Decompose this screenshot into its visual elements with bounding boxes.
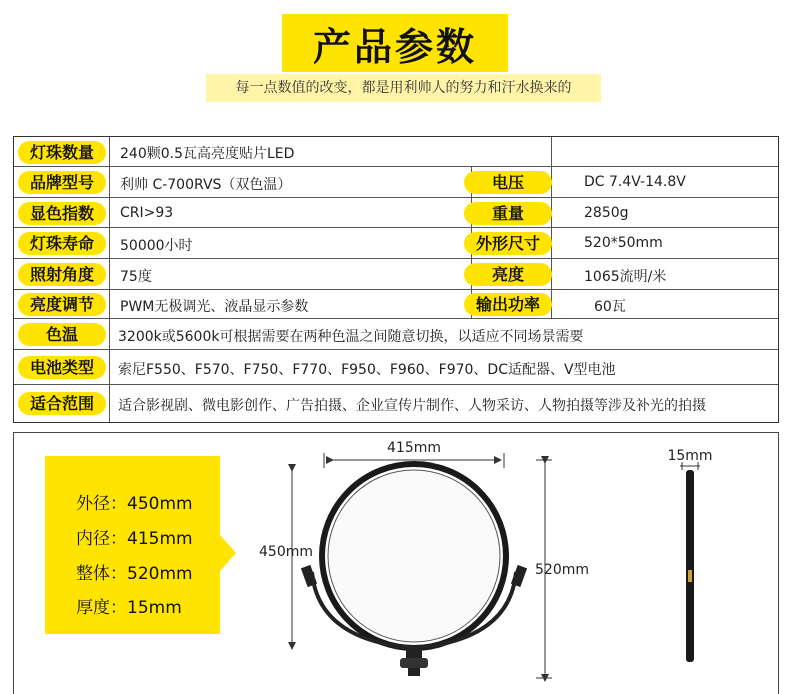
spec-label-2: 电压: [464, 171, 552, 194]
spec-label: 显色指数: [18, 202, 106, 225]
spec-value: PWM无极调光、液晶显示参数: [120, 299, 309, 315]
side-indicator: [688, 570, 692, 582]
spec-value: 适合影视剧、微电影创作、广告拍摄、企业宣传片制作、人物采访、人物拍摄等涉及补光的拍摄: [118, 398, 706, 414]
spec-value: 利帅 C-700RVS（双色温）: [120, 177, 292, 193]
spec-value-2: 2850g: [584, 205, 629, 221]
spec-label: 灯珠数量: [18, 141, 106, 164]
spec-value: 240颗0.5瓦高亮度贴片LED: [120, 146, 295, 162]
spec-value: 3200k或5600k可根据需要在两种色温之间随意切换，以适应不同场景需要: [118, 329, 584, 345]
spec-value: 50000小时: [120, 238, 193, 254]
mount-base: [406, 648, 422, 658]
width-label: 415mm: [387, 440, 441, 456]
spec-value: 75度: [120, 269, 152, 285]
spec-label: 品牌型号: [18, 171, 106, 194]
spec-value: 索尼F550、F570、F750、F770、F950、F960、F970、DC适配器、V型电池: [118, 362, 616, 378]
spec-value-2: 1065流明/米: [584, 269, 667, 285]
spec-value-2: 60瓦: [594, 299, 626, 315]
mount-stud: [408, 668, 420, 676]
inner-diameter: 内径：415mm: [76, 529, 193, 549]
spec-label: 照射角度: [18, 263, 106, 286]
yoke-knob-left: [301, 565, 317, 587]
spec-label: 亮度调节: [18, 293, 106, 316]
page-title: 产品参数: [312, 25, 477, 69]
overall-size: 整体：520mm: [76, 564, 193, 584]
thickness: 厚度：15mm: [76, 598, 182, 618]
spec-label: 色温: [18, 323, 106, 346]
spec-value: CRI>93: [120, 205, 174, 221]
side-profile: [686, 470, 694, 662]
spec-value-2: DC 7.4V-14.8V: [584, 174, 686, 190]
spec-label-2: 亮度: [464, 263, 552, 286]
light-panel: [328, 470, 500, 642]
spec-label-2: 输出功率: [464, 293, 552, 316]
spec-value-2: 520*50mm: [584, 235, 663, 251]
spec-label: 灯珠寿命: [18, 232, 106, 255]
outer-diameter: 外径：450mm: [76, 494, 193, 514]
side-label: 15mm: [667, 448, 713, 464]
spec-label-2: 重量: [464, 202, 552, 225]
spec-label: 适合范围: [18, 392, 106, 415]
spec-label-2: 外形尺寸: [464, 232, 552, 255]
mount-knob: [400, 658, 428, 668]
height-label: 450mm: [259, 544, 313, 560]
spec-label: 电池类型: [18, 356, 106, 379]
overall-label: 520mm: [535, 562, 589, 578]
page-subtitle: 每一点数值的改变，都是用利帅人的努力和汗水换来的: [206, 74, 601, 102]
yoke-knob-right: [511, 565, 527, 587]
